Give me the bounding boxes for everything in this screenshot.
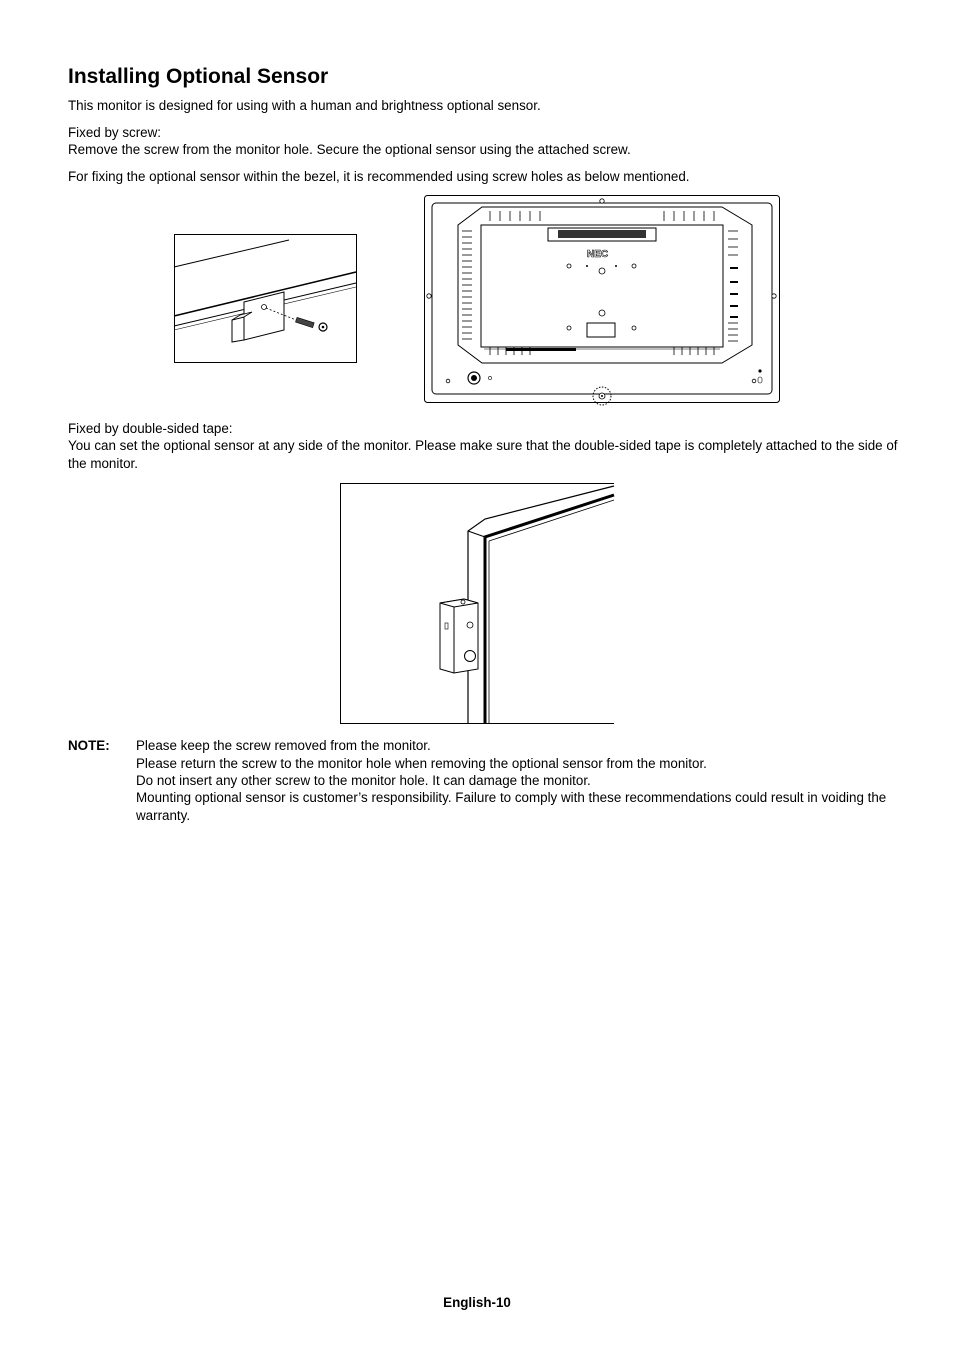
note-line-3: Do not insert any other screw to the monitor hole. It can damage the monitor. <box>136 773 591 788</box>
intro-text: This monitor is designed for using with a human and brightness optional sensor. <box>68 98 541 113</box>
nec-logo: NEC <box>587 249 609 260</box>
note-line-2: Please return the screw to the monitor hole when removing the optional sensor from the monitor. <box>136 756 707 771</box>
page-title: Installing Optional Sensor <box>68 65 329 88</box>
tape-mount-illustration <box>340 483 614 724</box>
screw-heading: Fixed by screw: <box>68 125 162 140</box>
bezel-note: For fixing the optional sensor within the bezel, it is recommended using screw holes as below mentioned. <box>68 169 690 184</box>
tape-heading: Fixed by double-sided tape: <box>68 421 233 436</box>
note-line-4: Mounting optional sensor is customer’s responsibility. Failure to comply with these recommendations could result in voiding the warranty. <box>136 790 887 823</box>
monitor-back-illustration <box>424 195 780 403</box>
page-footer: English-10 <box>443 1295 511 1310</box>
note-label: NOTE: <box>68 738 110 753</box>
screw-body: Remove the screw from the monitor hole. Secure the optional sensor using the attached screw. <box>68 142 631 157</box>
note-line-1: Please keep the screw removed from the monitor. <box>136 738 431 753</box>
screw-mount-illustration <box>174 234 357 363</box>
tape-body: You can set the optional sensor at any side of the monitor. Please make sure that the double-sided tape is completely attached to the side of the monitor. <box>68 438 898 471</box>
